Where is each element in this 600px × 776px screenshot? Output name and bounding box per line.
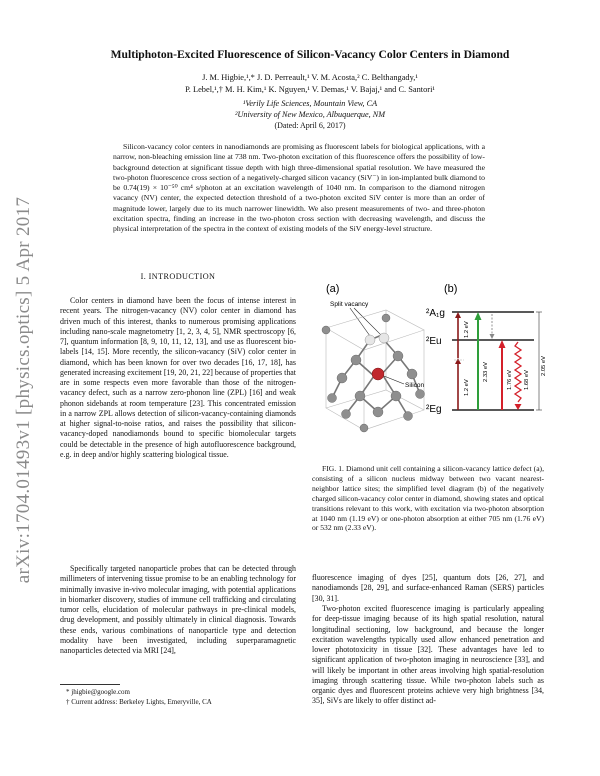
silicon-atom [372,368,384,380]
energy-label-green: 2.33 eV [483,362,489,382]
right-paragraph-1 [312,573,544,604]
affiliation-1: ¹Verily Life Sciences, Mountain View, CA [242,99,378,108]
affiliation-2: ²University of New Mexico, Albuquerque, NM [234,110,386,119]
level-eg-label: ²Eg [426,404,442,415]
abstract: Silicon-vacancy color centers in nanodiamonds are promising as fluorescent labels for biological applications, with a narrow, non-bleaching emission line at 738 nm. Two-photon excitation of this fluorescence offers the possibility of low-background detection at significant tissue depth with high three-dimensional spatial resolution. We have measured the two-photon fluorescence cross section of a negatively-charged silicon vacancy (SiV⁻) in ion-implanted bulk diamond to be 0.74(19) × 10⁻⁵⁰ cm⁴ s/photon at an excitation wavelength of 1040 nm. In comparison to the diamond nitrogen vacancy (NV) center, the expected detection threshold of a two-photon excited SiV center is more than an order of magnitude lower, largely due to its much narrower linewidth. We also present measurements of two- and three-photon excitation spectra, finding an increase in the two-photon cross section with decreasing wavelength, and discuss the physical interpretation of the spectra in the context of existing models of the SiV energy-level structure. [113,142,485,234]
silicon-label: Silicon [405,382,425,389]
footnote-rule [60,684,120,685]
energy-label-red: 1.76 eV [507,370,513,390]
right-paragraph-2 [312,604,544,707]
intro-p2-text: Specifically targeted nanoparticle probes that can be detected through millimeters of intervening tissue promise to be an enabling technology for minimally invasive in-vivo molecular imaging, with potential applications in biomarker discovery, studies of immune cell trafficking and circulating tumor cells, elucidation of molecular pathways in pre-clinical models, drug development, and possibly ultimately in clinical diagnosis. Towards these ends, various combinations of nanoparticle type and detection modality have been investigated, including superparamagnetic nanoparticles detected via MRI [24], [60,564,296,655]
intro-p1-text: Color centers in diamond have been the focus of intense interest in recent years. The nitrogen-vacancy (NV) color center in diamond has driven much of this interest, thanks to numerous promising applications including nano-scale magnetometry [1, 2, 3, 4, 5], NMR spectroscopy [6, 7], quantum information [8, 9, 10, 11, 12, 13], and use as fluorescent bio-labels [14, 15]. More recently, the silicon-vacancy (SiV) color center in diamond, which has been known for over two decades [16, 17, 18], has generated increasing excitement [19, 20, 21, 22] because of properties that are in some respects even more favorable than those of the nitrogen-vacancy defect, such as a narrow zero-phonon line (ZPL) [16] and weak phonon sidebands at room temperature [23]. This concentrated emission in a narrow ZPL allows detection of silicon-vacancy-containing diamonds at higher signal-to-noise ratios, and raises the possibility that silicon-vacancy-doped nanodiamonds bound to specific biomolecular targets could be detectable in the presence of high autofluorescence background, e.g. in deep and/or highly scattering biological tissue. [60,296,296,459]
vacancy-site-1 [365,335,375,345]
panel-a-label: (a) [326,283,340,295]
energy-label-lower: 1.2 eV [464,379,470,396]
author-list [60,72,560,96]
intro-paragraph-2 [60,564,296,656]
intro-paragraph-1 [60,296,296,460]
footnotes [60,688,296,707]
figure-1 [312,278,547,458]
arxiv-id-text: arXiv:1704.01493v1 [physics.optics] 5 Apr 2017 [13,196,34,584]
footnote-email: * jhigbie@google.com [66,688,130,696]
split-vacancy-pointer [350,308,370,336]
section-heading: I. INTRODUCTION [140,272,216,281]
level-eu-label: ²Eu [426,336,442,347]
paper-title: Multiphoton-Excited Fluorescence of Silicon-Vacancy Color Centers in Diamond [110,48,510,61]
energy-label-total: 2.05 eV [541,356,547,376]
energy-label-emission: 1.68 eV [524,370,530,390]
arxiv-identifier [4,160,44,620]
footnote-address: † Current address: Berkeley Lights, Emeryville, CA [66,697,212,706]
affiliations [60,98,560,120]
right-p1-text: fluorescence imaging of dyes [25], quantum dots [26, 27], and nanodiamonds [28, 29], and surface-enhanced Raman (SERS) particles [30, 31]. [312,573,544,603]
authors-line-1: J. M. Higbie,¹,* J. D. Perreault,¹ V. M. Acosta,² C. Belthangady,¹ [202,73,418,82]
level-a1g-label: ²A₁g [426,308,445,319]
emission-arrowhead [515,404,522,410]
two-photon-arrowhead-upper [455,312,461,318]
figure-caption: FIG. 1. Diamond unit cell containing a silicon-vacancy lattice defect (a), consisting of a silicon nucleus midway between two vacant nearest-neighbor lattice sites; the simplified level diagram (b) of the negatively charged silicon-vacancy color center in diamond, showing states and optical transitions relevant to this work, with excitation via two-photon absorption at 1040 nm (1.19 eV) or one-photon absorption at either 705 nm (1.76 eV) or 532 nm (2.33 eV). [312,464,544,533]
authors-line-2: P. Lebel,¹,† M. H. Kim,¹ K. Nguyen,¹ V. Demas,¹ V. Bajaj,¹ and C. Santori¹ [185,85,435,94]
energy-label-upper: 1.2 eV [464,321,470,338]
emission-wave [515,342,521,402]
two-photon-arrowhead-lower [455,358,461,364]
date-line: (Dated: April 6, 2017) [274,121,346,130]
panel-b-label: (b) [444,283,458,295]
vacancy-site-2 [379,333,389,343]
split-vacancy-label: Split vacancy [330,301,369,308]
green-arrowhead [475,312,482,320]
figure-1-svg [312,278,547,458]
split-vacancy-pointer-2 [354,308,384,338]
red-arrowhead [499,340,506,348]
right-p2-text: Two-photon excited fluorescence imaging is particularly appealing for deep-tissue imaging because of its high spatial resolution, natural longitudinal sectioning, low background, and because the longer excitation wavelengths typically used allow enhanced penetration and lower phototoxicity in tissue [32]. These advantages have led to significant application of two-photon imaging in neuroscience [33], and will likely be important in other areas involving high spatial-resolution imaging through scattering tissue. While two-photon labels such as organic dyes and fluorescent proteins achieve very high brightness [34, 35], SiVs are likely to offer distinct ad- [312,604,544,706]
decay-arrowhead [490,334,495,339]
